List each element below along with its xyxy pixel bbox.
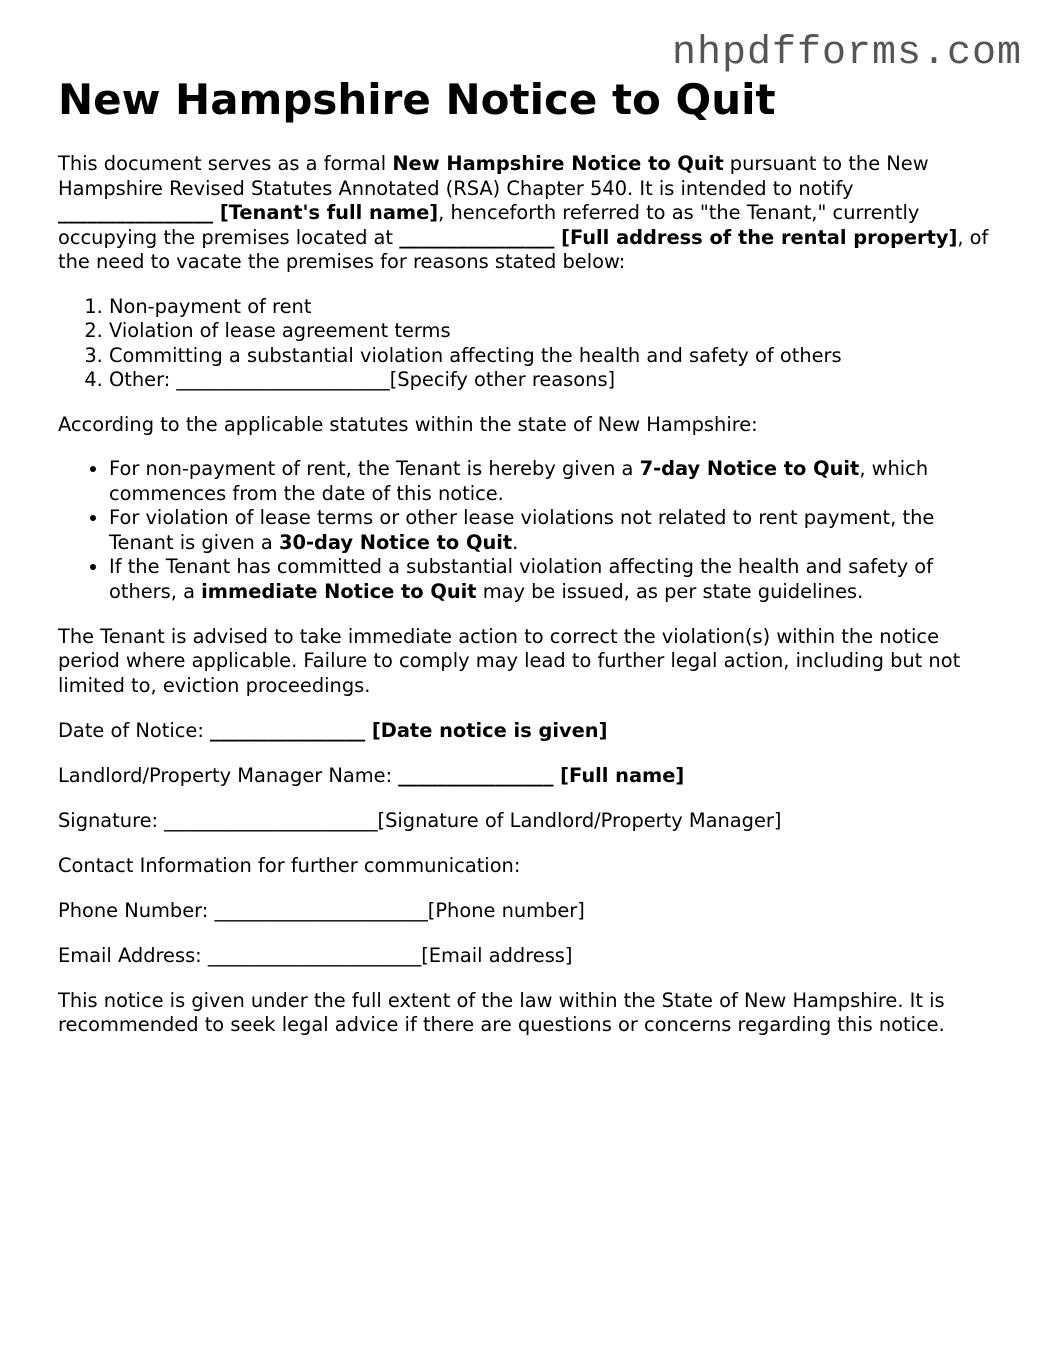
statute-item [109, 506, 998, 555]
intro-text-2: pursuant to the New Hampshire Revised Statutes Annotated (RSA) Chapter 540. It is intended to notify [58, 152, 929, 200]
address-placeholder: [Full address of the rental property] [554, 225, 958, 249]
landlord-name-line [58, 764, 998, 789]
contact-heading: Contact Information for further communication: [58, 853, 521, 877]
statute-text: For non-payment of rent, the Tenant is hereby given a [109, 457, 640, 480]
signature-label: Signature: [58, 808, 165, 832]
landlord-name-placeholder: [Full name] [553, 763, 685, 787]
intro-text-1: This document serves as a formal [58, 152, 393, 175]
signature-placeholder: [Signature of Landlord/Property Manager] [377, 808, 782, 832]
reason-text: Violation of lease agreement terms [109, 319, 451, 342]
closing-paragraph: This notice is given under the full extent of the law within the State of New Hampshire. It is recommended to seek legal advice if there are questions or concerns regarding this notice. [58, 988, 945, 1036]
other-reasons-placeholder: [Specify other reasons] [389, 368, 616, 391]
other-reasons-blank[interactable]: ______________________ [176, 368, 390, 391]
email-placeholder: [Email address] [421, 943, 573, 967]
statute-text: If the Tenant has committed a substantial violation affecting the health and safety of others, a [109, 555, 933, 603]
intro-paragraph [58, 152, 998, 275]
date-of-notice-placeholder: [Date notice is given] [365, 718, 608, 742]
phone-line [58, 899, 998, 924]
reasons-list [58, 295, 998, 393]
intro-text-3: , henceforth referred to as "the Tenant," currently occupying the premises located at [58, 201, 920, 249]
statute-bold: 30-day Notice to Quit [278, 530, 513, 554]
document-page [58, 72, 998, 1038]
statutes-list [58, 457, 998, 604]
advice-paragraph: The Tenant is advised to take immediate action to correct the violation(s) within the notice period where applicable. Failure to comply may lead to further legal action, including but not limited to, eviction proceedings. [58, 624, 961, 697]
tenant-name-placeholder: [Tenant's full name] [213, 201, 439, 224]
landlord-name-blank[interactable]: ________________ [398, 763, 554, 787]
reason-item [109, 319, 998, 344]
phone-blank[interactable]: ______________________ [214, 898, 428, 922]
date-of-notice-label: Date of Notice: [58, 718, 211, 742]
reason-item [109, 295, 998, 320]
reason-text: Other: [109, 368, 177, 391]
reason-item-other [109, 368, 998, 393]
phone-placeholder: [Phone number] [427, 898, 585, 922]
statute-item [109, 555, 998, 604]
reason-text: Committing a substantial violation affecting the health and safety of others [109, 343, 842, 367]
reason-text: Non-payment of rent [109, 294, 312, 318]
address-blank[interactable]: ________________ [399, 225, 555, 249]
signature-line [58, 809, 998, 834]
document-title: New Hampshire Notice to Quit [58, 75, 776, 124]
email-blank[interactable]: ______________________ [207, 943, 422, 967]
email-label: Email Address: [58, 943, 208, 967]
date-of-notice-blank[interactable]: ________________ [210, 718, 366, 742]
signature-blank[interactable]: ______________________ [164, 808, 378, 832]
intro-text-4: , of the need to vacate the premises for reasons stated below: [58, 225, 989, 273]
landlord-name-label: Landlord/Property Manager Name: [58, 763, 399, 787]
statute-text: , which commences from the date of this notice. [109, 457, 929, 505]
statute-item [109, 457, 998, 506]
date-of-notice-line [58, 719, 998, 744]
statute-bold: 7-day Notice to Quit [639, 457, 860, 480]
email-line [58, 944, 998, 969]
phone-label: Phone Number: [58, 898, 215, 922]
watermark: nhpdfforms.com [671, 31, 1022, 76]
statute-text: may be issued, as per state guidelines. [476, 579, 864, 603]
statute-text: For violation of lease terms or other lease violations not related to rent payment, the Tenant is given a [109, 506, 935, 554]
tenant-name-blank[interactable]: ________________ [58, 201, 214, 224]
statute-text: . [512, 530, 519, 554]
statutes-intro: According to the applicable statutes within the state of New Hampshire: [58, 412, 758, 436]
statute-bold: immediate Notice to Quit [201, 579, 477, 603]
intro-bold-notice: New Hampshire Notice to Quit [392, 152, 724, 175]
reason-item [109, 344, 998, 369]
